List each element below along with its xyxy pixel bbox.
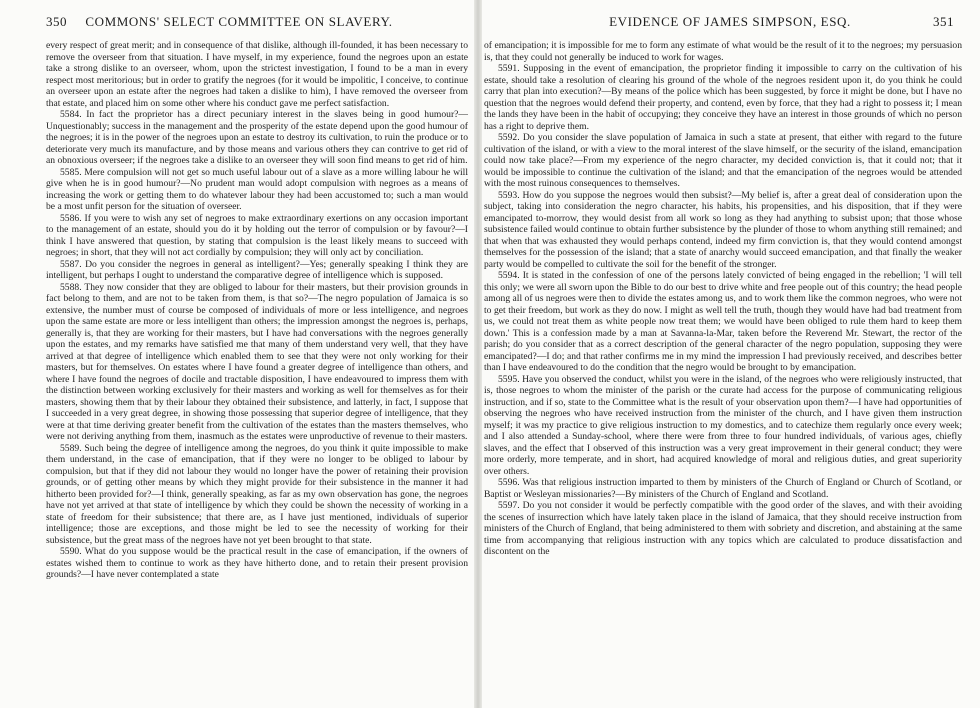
right-page-number: 351 bbox=[933, 14, 954, 29]
paragraph: 5592. Do you consider the slave population of Jamaica in such a state at present, that either with regard to the future cultivation of the island, or with a view to the moral interest of the slave himself, or the security of the island, emancipation could now take place?—From my experience of the negro character, my decided conviction is, that it could not; that it would be impossible to continue the cultivation of the island; and that the emancipation of the negroes would be attended with the most ruinous consequences to themselves. bbox=[484, 132, 962, 189]
paragraph: 5590. What do you suppose would be the practical result in the case of emancipation, if the owners of estates wished them to continue to work as they have hitherto done, and to retain their present provision grounds?—I have never contemplated a state bbox=[46, 546, 468, 580]
left-running-head: COMMONS' SELECT COMMITTEE ON SLAVERY. bbox=[85, 14, 393, 29]
paragraph: 5595. Have you observed the conduct, whilst you were in the island, of the negroes who were religiously instructed, that is, those negroes to whom the minister of the parish or the curate had access for the purpose of communicating religious instruction, and if so, state to the Committee what is the result of your observation upon them?—I have had opportunities of observing the negroes who have received instruction from the minister of the church, and I have given them instruction myself; it was my practice to give religious instruction to my domestics, and to catechize them regularly once every week; and I also attended a Sunday-school, where there were from three to four hundred individuals, of various ages, chiefly slaves, and the effect that I observed of this instruction was a very great improvement in their general conduct; they were more orderly, more temperate, and in short, had acquired knowledge of moral and religious duties, and great superiority over others. bbox=[484, 373, 962, 477]
paragraph: every respect of great merit; and in consequence of that dislike, although ill-founded, it has been necessary to remove the overseer from that situation. I have myself, in my experience, found the negroes upon an estate take a strong dislike to an overseer, whom, upon the strictest investigation, I found to be a man in every respect most meritorious; but in order to gratify the negroes (for it would be impolitic, I conceive, to continue an overseer upon an estate after the negroes had taken a dislike to him), I have removed the overseer from that estate, and placed him on some other where his conduct gave me perfect satisfaction. bbox=[46, 40, 468, 109]
paragraph: of emancipation; it is impossible for me to form any estimate of what would be the result of it to the negroes; my persuasion is, that they could not generally be induced to work for wages. bbox=[484, 40, 962, 63]
paragraph: 5586. If you were to wish any set of negroes to make extraordinary exertions on any occasion important to the management of an estate, should you do it by holding out the terror of compulsion or by favour?—I think I have answered that question, by stating that compulsion is the least likely means to succeed with negroes; in short, that they will not act cordially by compulsion; they will only act by conciliation. bbox=[46, 212, 468, 258]
paragraph: 5593. How do you suppose the negroes would then subsist?—My belief is, after a great deal of consideration upon the subject, taking into consideration the negro character, his habits, his propensities, and his disposition, that if they were emancipated to-morrow, they would desist from all work so long as they had anything to subsist upon; that those whose subsistence failed would continue to obtain further subsistence by the plunder of those to whom anything still remained; and that when that was exhausted they would perhaps contend, indeed my firm conviction is, that they would contend amongst themselves for the possession of the island; that a state of anarchy would succeed emancipation, and that finally the weaker party would be compelled to cultivate the soil for the benefit of the stronger. bbox=[484, 189, 962, 270]
paragraph: 5594. It is stated in the confession of one of the persons lately convicted of being engaged in the rebellion; 'I will tell this only; we were all sworn upon the Bible to do our best to drive white and free people out of this country; the head people among all of us negroes were then to divide the estates among us, and to work them like the common negroes, who were not to get their freedom, but work as they do now. I might as well tell the truth, though they would have had bad treatment from us, we could not treat them as white people now treat them; we would have been obliged to rule them hard to keep them down.' This is a confession made by a man at Savanna-la-Mar, taken before the Reverend Mr. Stewart, the rector of the parish; do you consider that as a correct description of the general character of the negro population, supposing they were emancipated?—I do; and that rather confirms me in my mind the impression I had previously received, and describes better than I have endeavoured to do the condition that the negro would be brought to by emancipation. bbox=[484, 270, 962, 373]
right-page bbox=[480, 0, 980, 708]
paragraph: 5597. Do you not consider it would be perfectly compatible with the good order of the slaves, and with their avoiding the scenes of insurrection which have lately taken place in the island of Jamaica, that they should receive instruction from ministers of the Church of England, that being administered to them with sobriety and discretion, and abstaining at the same time from accompanying that religious instruction with any topics which are calculated to produce dissatisfaction and discontent on the bbox=[484, 500, 962, 557]
paragraph: 5587. Do you consider the negroes in general as intelligent?—Yes; generally speaking I think they are intelligent, but perhaps I ought to understand the comparative degree of intelligence which is supposed. bbox=[46, 258, 468, 281]
right-running-head: EVIDENCE OF JAMES SIMPSON, ESQ. bbox=[609, 14, 851, 29]
paragraph: 5584. In fact the proprietor has a direct pecuniary interest in the slaves being in good humour?—Unquestionably; success in the management and the prosperity of the estate depend upon the good humour of the negroes; it is in the power of the negroes upon an estate to destroy its cultivation, to ruin the produce or to deteriorate very much its manufacture, and by those means and various others they can contrive to get rid of an obnoxious overseer; if the negroes take a dislike to an overseer they will soon find means to get rid of him. bbox=[46, 109, 468, 166]
paragraph: 5588. They now consider that they are obliged to labour for their masters, but their provision grounds in fact belong to them, and are not to be taken from them, is that so?—The negro population of Jamaica is so extensive, the number must of course be composed of individuals of more or less intelligence, and negroes upon the same estate are more or less intelligent than others; the impression amongst the negroes is, perhaps, generally is, that they are working for their masters, but I have had conversations with the negroes generally upon the estates, and my remarks have satisfied me that many of them understand very well, that they have arrived at that degree of intelligence which enabled them to see that they were not only working for their masters, but for themselves. On estates where I have found a greater degree of intelligence than others, and where I have found the negroes of docile and tractable disposition, I have endeavoured to impress them with the distinction between working exclusively for their masters and working as well for themselves as for their masters, showing them that by their labour they obtained their subsistence, and latterly, in fact, I suppose that I succeeded in a very great degree, in showing those possessing that superior degree of intelligence, that they were at that time deriving greater benefit from the cultivation of the estates than the masters themselves, who were not deriving anything from them, inasmuch as the estates were unproductive of revenue to their masters. bbox=[46, 281, 468, 442]
paragraph: 5591. Supposing in the event of emancipation, the proprietor finding it impossible to carry on the cultivation of his estate, should take a resolution of clearing his ground of the whole of the negroes resident upon it, do you think he could carry that plan into execution?—By means of the police which has been suggested, by force it might be done, but I have no question that the negroes would defend their property, and contend, even by force, that they had a right to possess it; I mean the lands they have been in the habit of occupying; they conceive they have an interest in those grounds of which no person has a right to deprive them. bbox=[484, 63, 962, 132]
left-page bbox=[0, 0, 478, 708]
paragraph: 5589. Such being the degree of intelligence among the negroes, do you think it quite impossible to make them understand, in the case of emancipation, that if they were no longer to be obliged to labour by compulsion, but that if they did not labour they would no longer have the power of retaining their provision grounds, or of getting other means by which they might provide for their subsistence in the manner it had hitherto been provided for?—I think, generally speaking, as far as my own observation has gone, the negroes have not yet arrived at that state of intelligence by which they could be shown the necessity of working in a state of freedom for their subsistence; that there are, as I have just mentioned, individuals of superior intelligence; those are exceptions, and those might be led to see the necessity of working for their subsistence, but the great mass of the negroes have not yet been brought to that state. bbox=[46, 442, 468, 546]
right-page-text bbox=[484, 40, 962, 558]
left-page-number: 350 bbox=[46, 14, 67, 29]
left-page-text bbox=[46, 40, 468, 581]
paragraph: 5596. Was that religious instruction imparted to them by ministers of the Church of England or Church of Scotland, or Baptist or Wesleyan missionaries?—By ministers of the Church of England and Scotland. bbox=[484, 477, 962, 500]
paragraph: 5585. Mere compulsion will not get so much useful labour out of a slave as a more willing labour he will give when he is in good humour?—No prudent man would adopt compulsion with negroes as a means of increasing the work or getting them to do whatever labour they had been accustomed to; such a man would be a most unfit person for the situation of overseer. bbox=[46, 166, 468, 212]
